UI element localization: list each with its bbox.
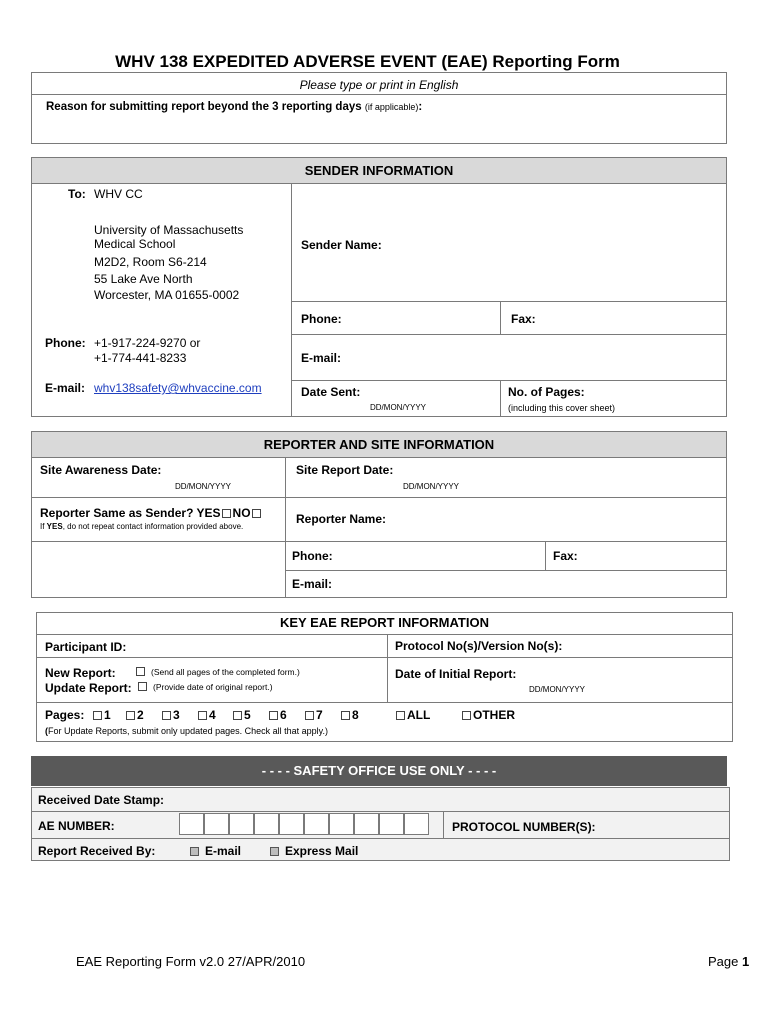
address-line-2: Medical School <box>94 237 176 251</box>
to-label: To: <box>68 187 86 201</box>
reporter-email-label: E-mail: <box>292 577 333 591</box>
page-option-5[interactable] <box>233 708 251 722</box>
ae-number-cell-5[interactable] <box>279 813 304 835</box>
reporter-fax-label: Fax: <box>553 549 578 563</box>
ae-number-cell-4[interactable] <box>254 813 279 835</box>
new-report-checkbox[interactable] <box>136 667 145 676</box>
sender-email-field-label: E-mail: <box>301 351 342 365</box>
site-report-label: Site Report Date: <box>296 463 394 477</box>
page-option-2[interactable] <box>126 708 144 722</box>
page-7-label: 7 <box>316 708 323 722</box>
phone-label: Phone: <box>45 336 86 350</box>
key-eae-header: KEY EAE REPORT INFORMATION <box>280 615 489 630</box>
page-4-label: 4 <box>209 708 216 722</box>
date-sent-format: DD/MON/YYYY <box>370 403 427 412</box>
initial-report-date-label: Date of Initial Report: <box>395 667 517 681</box>
page-2-label: 2 <box>137 708 144 722</box>
email-option-label: E-mail <box>205 844 242 858</box>
page-1-label: 1 <box>104 708 111 722</box>
page-3-checkbox[interactable] <box>162 711 171 720</box>
page-8-label: 8 <box>352 708 359 722</box>
footer-version: EAE Reporting Form v2.0 27/APR/2010 <box>76 954 306 969</box>
pages-note-paren: ( <box>45 726 48 736</box>
page-8-checkbox[interactable] <box>341 711 350 720</box>
site-awareness-format: DD/MON/YYYY <box>175 482 232 491</box>
reporter-phone-label: Phone: <box>292 549 333 563</box>
reporter-header: REPORTER AND SITE INFORMATION <box>31 431 727 458</box>
reason-label <box>46 101 422 113</box>
reason-label-text: Reason for submitting report beyond the 3 reporting days <box>46 101 362 113</box>
email-label: E-mail: <box>45 381 86 395</box>
page-option-4[interactable] <box>198 708 216 722</box>
safety-header: - - - - SAFETY OFFICE USE ONLY - - - - <box>31 756 727 786</box>
page-5-checkbox[interactable] <box>233 711 242 720</box>
footer-page-label: Page <box>708 954 739 969</box>
express-option-label: Express Mail <box>285 844 359 858</box>
yes-checkbox[interactable] <box>222 509 231 518</box>
page-3-label: 3 <box>173 708 180 722</box>
all-pages-checkbox[interactable] <box>396 711 405 720</box>
form-title: WHV 138 EXPEDITED ADVERSE EVENT (EAE) Reporting Form <box>115 52 620 71</box>
email-link[interactable]: whv138safety@whvaccine.com <box>94 381 262 395</box>
page-option-8[interactable] <box>341 708 359 722</box>
protocol-version-label: Protocol No(s)/Version No(s): <box>395 639 563 653</box>
new-report-option <box>136 667 300 677</box>
express-mail-checkbox[interactable] <box>270 847 279 856</box>
address-line-3: M2D2, Room S6-214 <box>94 255 207 269</box>
pages-label: Pages: <box>45 708 85 722</box>
reason-note: (if applicable) <box>364 102 419 112</box>
protocol-number-label: PROTOCOL NUMBER(S): <box>452 820 596 834</box>
update-report-label: Update Report: <box>45 681 132 695</box>
update-report-checkbox[interactable] <box>138 682 147 691</box>
new-report-label: New Report: <box>45 666 116 680</box>
page-option-6[interactable] <box>269 708 287 722</box>
sender-phone-label: Phone: <box>301 312 342 326</box>
key-eae-section <box>36 612 733 742</box>
pages-note-text: For Update Reports, submit only updated pages. Check all that apply.) <box>48 726 328 736</box>
form-subtitle: Please type or print in English <box>299 78 459 92</box>
page-option-7[interactable] <box>305 708 323 722</box>
received-stamp-label: Received Date Stamp: <box>38 793 165 807</box>
ae-number-cell-7[interactable] <box>329 813 354 835</box>
footer-page-number: 1 <box>742 954 750 969</box>
page-option-1[interactable] <box>93 708 111 722</box>
ae-number-cell-2[interactable] <box>204 813 229 835</box>
received-by-email-option[interactable] <box>190 844 241 858</box>
reporter-name-label: Reporter Name: <box>296 512 387 526</box>
note-yes: YES <box>46 522 63 531</box>
no-checkbox[interactable] <box>252 509 261 518</box>
page-7-checkbox[interactable] <box>305 711 314 720</box>
page-4-checkbox[interactable] <box>198 711 207 720</box>
sender-name-label: Sender Name: <box>301 238 382 252</box>
new-report-note: (Send all pages of the completed form.) <box>151 667 300 677</box>
all-pages-label: ALL <box>407 708 431 722</box>
page-2-checkbox[interactable] <box>126 711 135 720</box>
ae-number-cell-6[interactable] <box>304 813 329 835</box>
pages-count-note: (including this cover sheet) <box>508 403 616 413</box>
note-prefix: If <box>40 522 47 531</box>
page-5-label: 5 <box>244 708 251 722</box>
to-value: WHV CC <box>94 187 143 201</box>
ae-number-cell-1[interactable] <box>179 813 204 835</box>
reason-colon: : <box>418 101 423 113</box>
page-option-all[interactable] <box>396 708 430 722</box>
site-awareness-label: Site Awareness Date: <box>40 463 162 477</box>
address-line-5: Worcester, MA 01655-0002 <box>94 288 240 302</box>
ae-number-label: AE NUMBER: <box>38 819 115 833</box>
pages-note <box>45 726 328 736</box>
update-report-option <box>138 682 273 692</box>
same-as-sender-label <box>40 506 263 520</box>
phone-value-2: +1-774-441-8233 <box>94 351 187 365</box>
received-by-label: Report Received By: <box>38 844 156 858</box>
ae-number-cell-3[interactable] <box>229 813 254 835</box>
ae-number-cell-10[interactable] <box>404 813 429 835</box>
page-6-checkbox[interactable] <box>269 711 278 720</box>
address-line-1: University of Massachusetts <box>94 223 244 237</box>
page-1-checkbox[interactable] <box>93 711 102 720</box>
no-label: NO <box>232 506 251 520</box>
ae-number-cell-9[interactable] <box>379 813 404 835</box>
phone-value-1: +1-917-224-9270 or <box>94 336 201 350</box>
other-pages-label: OTHER <box>473 708 515 722</box>
sender-header: SENDER INFORMATION <box>31 157 727 184</box>
page-6-label: 6 <box>280 708 287 722</box>
site-report-format: DD/MON/YYYY <box>403 482 460 491</box>
update-report-note: (Provide date of original report.) <box>153 682 273 692</box>
other-pages-checkbox[interactable] <box>462 711 471 720</box>
date-sent-label: Date Sent: <box>301 385 361 399</box>
same-as-sender-question: Reporter Same as Sender? YES <box>40 506 221 520</box>
address-line-4: 55 Lake Ave North <box>94 272 193 286</box>
email-checkbox[interactable] <box>190 847 199 856</box>
sender-fax-label: Fax: <box>511 312 536 326</box>
participant-id-label: Participant ID: <box>45 640 127 654</box>
ae-number-cell-8[interactable] <box>354 813 379 835</box>
same-as-sender-note <box>40 522 243 531</box>
page-option-other[interactable] <box>462 708 515 722</box>
initial-report-date-format: DD/MON/YYYY <box>529 685 586 694</box>
received-by-express-option[interactable] <box>270 844 358 858</box>
pages-count-label: No. of Pages: <box>508 385 585 399</box>
footer-page <box>708 954 749 969</box>
page-option-3[interactable] <box>162 708 180 722</box>
note-suffix: , do not repeat contact information provided above. <box>62 522 244 531</box>
